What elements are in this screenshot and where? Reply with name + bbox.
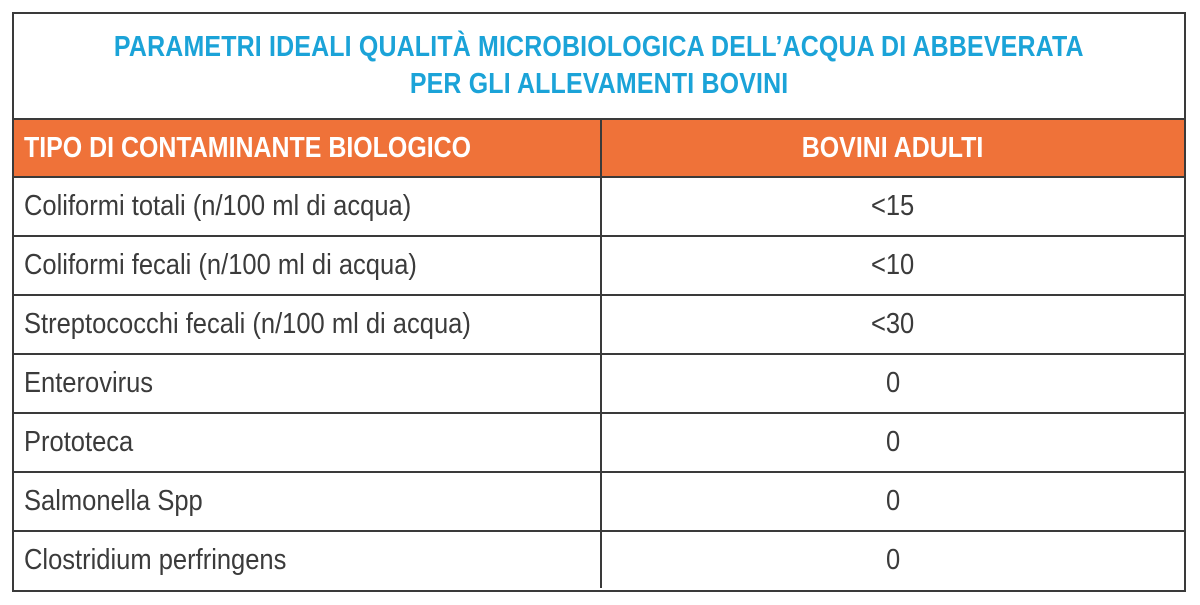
contaminant-name: Clostridium perfringens	[24, 543, 287, 576]
header-cell-adult-cattle	[602, 120, 1184, 176]
table-row	[14, 296, 1184, 355]
table-row	[14, 532, 1184, 588]
contaminant-value: <10	[871, 249, 915, 281]
contaminant-cell	[14, 473, 602, 530]
table-header-row	[14, 120, 1184, 178]
table-row	[14, 355, 1184, 414]
table-row	[14, 414, 1184, 473]
contaminant-name: Enterovirus	[24, 367, 154, 399]
contaminant-cell	[14, 237, 602, 294]
value-cell	[602, 296, 1184, 353]
contaminant-cell	[14, 532, 602, 588]
value-cell	[602, 355, 1184, 412]
contaminant-value: 0	[885, 426, 901, 458]
value-cell	[602, 473, 1184, 530]
contaminant-cell	[14, 414, 602, 471]
water-quality-table	[12, 12, 1186, 592]
table-row	[14, 178, 1184, 237]
header-adult-cattle-label: BOVINI ADULTI	[802, 131, 984, 164]
header-contaminant-label: TIPO DI CONTAMINANTE BIOLOGICO	[24, 131, 472, 164]
table-row	[14, 237, 1184, 296]
contaminant-name: Coliformi fecali (n/100 ml di acqua)	[24, 249, 417, 281]
contaminant-cell	[14, 296, 602, 353]
value-cell	[602, 414, 1184, 471]
contaminant-name: Streptococchi fecali (n/100 ml di acqua)	[24, 308, 471, 340]
contaminant-name: Coliformi totali (n/100 ml di acqua)	[24, 190, 412, 222]
contaminant-name: Salmonella Spp	[24, 485, 203, 517]
header-cell-contaminant	[14, 120, 602, 176]
contaminant-value: 0	[885, 367, 901, 399]
table-title	[14, 14, 1184, 120]
contaminant-value: 0	[885, 485, 901, 517]
value-cell	[602, 237, 1184, 294]
table-title-line-1: PARAMETRI IDEALI QUALITÀ MICROBIOLOGICA DELL’ACQUA DI ABBEVERATA	[114, 31, 1084, 63]
contaminant-value: 0	[885, 543, 901, 576]
value-cell	[602, 532, 1184, 588]
value-cell	[602, 178, 1184, 235]
contaminant-name: Prototeca	[24, 426, 134, 458]
table-title-line-2: PER GLI ALLEVAMENTI BOVINI	[409, 68, 789, 100]
table-row	[14, 473, 1184, 532]
contaminant-value: <30	[871, 308, 915, 340]
contaminant-cell	[14, 355, 602, 412]
contaminant-cell	[14, 178, 602, 235]
contaminant-value: <15	[871, 190, 915, 222]
